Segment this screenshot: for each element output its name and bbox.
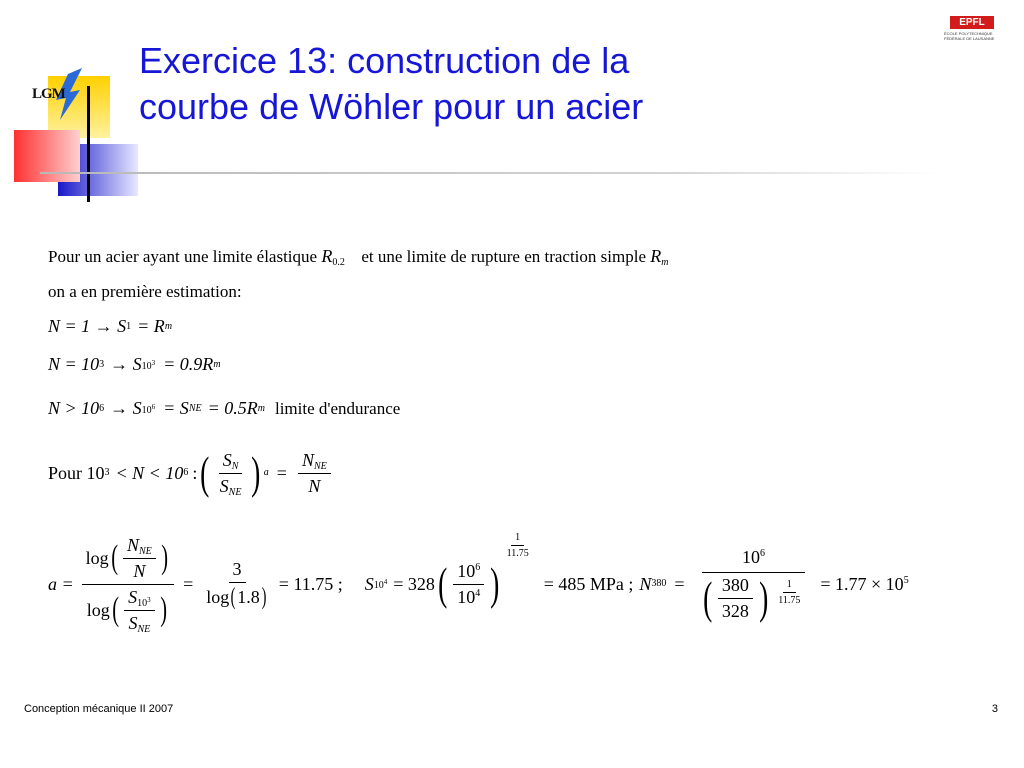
epfl-logo <box>944 16 1006 46</box>
title-divider <box>40 172 940 174</box>
equation-1: N = 1 → S 1 = R m <box>48 316 173 336</box>
three-over-log-fraction: 3 log ( 1.8 ) <box>206 559 267 610</box>
slide-title-line2: courbe de Wöhler pour un acier <box>139 86 644 127</box>
n380-fraction: $10^6$ ( $\frac{380}{328}$ ) $\frac{1}{11.75}$ <box>696 547 812 622</box>
equation-5: a = log ( $\frac{N_{NE}}{N}$ ) log ( $\frac{S_{10^3}}{S_{NE}}$ ) = 3 log ( 1.8 ) = 11.75 ; S $10^4$ = 328 ( $\frac{10^6}{10^4}$ ) $\frac{1}{11.75}$ = 485 MPa ; N 380 = $10^6$ ( $\frac{380}{328}$ ) $\frac{1}{11.75}$ = $1.77 \times 10^5$ <box>48 532 909 635</box>
endurance-label: limite d'endurance <box>274 398 401 418</box>
ratio-n-ne-over-n: $\frac{N_{NE}}{N}$ <box>298 450 331 497</box>
a-fraction: log ( $\frac{N_{NE}}{N}$ ) log ( $\frac{S_{10^3}}{S_{NE}}$ ) <box>82 535 174 634</box>
equation-2: N = 10 3 → S $10^3$ = 0.9R m <box>48 354 221 374</box>
lgm-logo <box>8 68 148 204</box>
equation-3: N > 10 6 → S $10^6$ = S NE = 0.5R m limite d'endurance <box>48 398 401 418</box>
a-result: = 11.75 ; <box>278 573 343 594</box>
exponent-1-over-11-75: $\frac{1}{11.75}$ <box>506 532 529 559</box>
n380-result: = $1.77 \times 10^5$ <box>820 573 909 594</box>
page-number: 3 <box>991 703 998 715</box>
epfl-logo-text: EPFL <box>950 16 994 29</box>
equation-4: Pour 10 3 < N < 10 6 : ( $\frac{S_N}{S_{NE}}$ ) a = $\frac{N_{NE}}{N}$ <box>48 440 334 506</box>
s104-result: = 485 MPa ; <box>543 573 634 594</box>
intro-line1 <box>48 246 668 267</box>
footer-course: Conception mécanique II 2007 <box>24 703 174 715</box>
symbol-r02: $R_{0.2}$ <box>321 246 345 268</box>
ten6-over-ten4: $\frac{10^6}{10^4}$ <box>453 561 484 608</box>
intro-line2: on a en première estimation: <box>48 282 242 301</box>
ratio-s-n-over-s-ne: $\frac{S_N}{S_{NE}}$ <box>219 449 242 498</box>
intro-text-b: et une limite de rupture en traction simple <box>361 247 646 266</box>
symbol-rm: $R_m$ <box>650 246 669 268</box>
slide-title-line1: Exercice 13: construction de la <box>139 40 630 81</box>
epfl-logo-subtext: ÉCOLE POLYTECHNIQUE FÉDÉRALE DE LAUSANNE <box>944 31 995 41</box>
intro-text-a: Pour un acier ayant une limite élastique <box>48 247 318 266</box>
slide-title <box>139 38 879 130</box>
lgm-logo-text: LGM <box>32 86 65 102</box>
